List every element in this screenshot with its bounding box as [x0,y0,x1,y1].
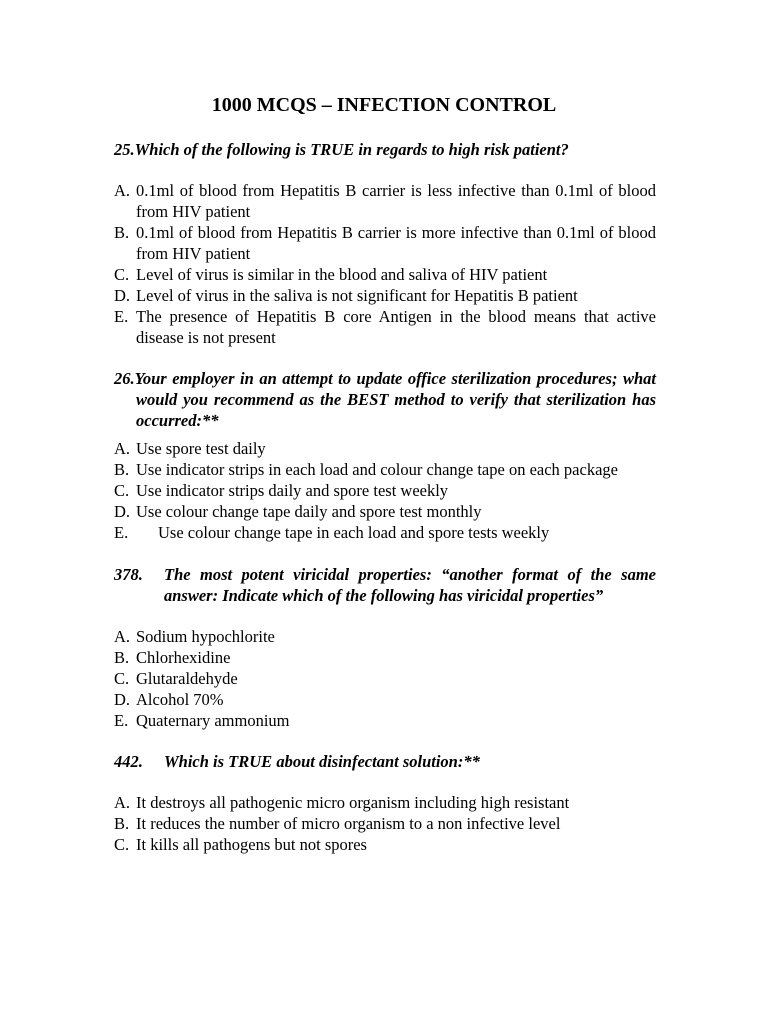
option-a [114,438,656,459]
option-letter: B. [114,223,130,242]
question-25-options [114,180,656,348]
option-text: 0.1ml of blood from Hepatitis B carrier is less infective than 0.1ml of blood from HIV patient [136,181,656,221]
option-text: Use indicator strips in each load and colour change tape on each package [136,460,618,479]
question-26-stem [114,368,656,431]
option-d [114,285,656,306]
question-378-options [114,626,656,731]
question-442-stem [114,751,656,772]
option-b [114,222,656,264]
question-26-options [114,438,656,543]
option-text: It destroys all pathogenic micro organism including high resistant [136,793,570,812]
question-378-stem [114,564,656,606]
question-number: 378. [114,565,143,584]
option-b [114,459,656,480]
option-d [114,501,656,522]
option-e [114,710,656,731]
question-text: Which is TRUE about disinfectant solution:** [164,752,480,771]
option-text: It kills all pathogens but not spores [136,835,367,854]
option-c [114,834,656,855]
question-number: 26. [114,369,135,388]
option-a [114,180,656,222]
option-a [114,792,656,813]
option-text: Quaternary ammonium [136,711,290,730]
option-text: Level of virus is similar in the blood and saliva of HIV patient [136,265,548,284]
option-text: Alcohol 70% [136,690,224,709]
option-letter: D. [114,502,131,521]
question-25-stem [114,139,656,160]
option-c [114,480,656,501]
question-text: Which of the following is TRUE in regards to high risk patient? [134,140,569,159]
option-letter: E. [114,307,129,326]
option-c [114,668,656,689]
option-letter: A. [114,181,131,200]
option-text: Sodium hypochlorite [136,627,275,646]
page-title: 1000 MCQS – INFECTION CONTROL [211,94,557,116]
question-text: The most potent viricidal properties: “another format of the same answer: Indicate which of the following has viricidal properties” [164,565,656,605]
option-letter: A. [114,627,131,646]
option-letter: D. [114,690,131,709]
option-letter: B. [114,460,130,479]
question-number: 442. [114,752,143,771]
option-b [114,647,656,668]
option-letter: C. [114,669,130,688]
option-letter: B. [114,814,130,833]
option-letter: C. [114,481,130,500]
option-letter: D. [114,286,131,305]
option-letter: E. [114,523,129,542]
option-e [114,522,656,543]
option-text: Chlorhexidine [136,648,231,667]
option-text: Use colour change tape daily and spore test monthly [136,502,482,521]
question-442-options [114,792,656,855]
option-d [114,689,656,710]
option-text: The presence of Hepatitis B core Antigen in the blood means that active disease is not present [136,307,656,347]
option-text: Use indicator strips daily and spore test weekly [136,481,449,500]
option-text: Glutaraldehyde [136,669,238,688]
option-letter: C. [114,835,130,854]
option-letter: C. [114,265,130,284]
option-letter: A. [114,793,131,812]
option-b [114,813,656,834]
option-text: Use colour change tape in each load and spore tests weekly [158,523,550,542]
option-letter: B. [114,648,130,667]
option-e [114,306,656,348]
question-number: 25. [114,140,135,159]
option-text: Use spore test daily [136,439,266,458]
option-letter: E. [114,711,129,730]
option-c [114,264,656,285]
option-text: Level of virus in the saliva is not significant for Hepatitis B patient [136,286,578,305]
question-text: Your employer in an attempt to update office sterilization procedures; what would you recommend as the BEST method to verify that sterilization has occurred:** [134,369,656,430]
option-a [114,626,656,647]
option-text: It reduces the number of micro organism to a non infective level [136,814,561,833]
option-text: 0.1ml of blood from Hepatitis B carrier is more infective than 0.1ml of blood from HIV patient [136,223,656,263]
option-letter: A. [114,439,131,458]
